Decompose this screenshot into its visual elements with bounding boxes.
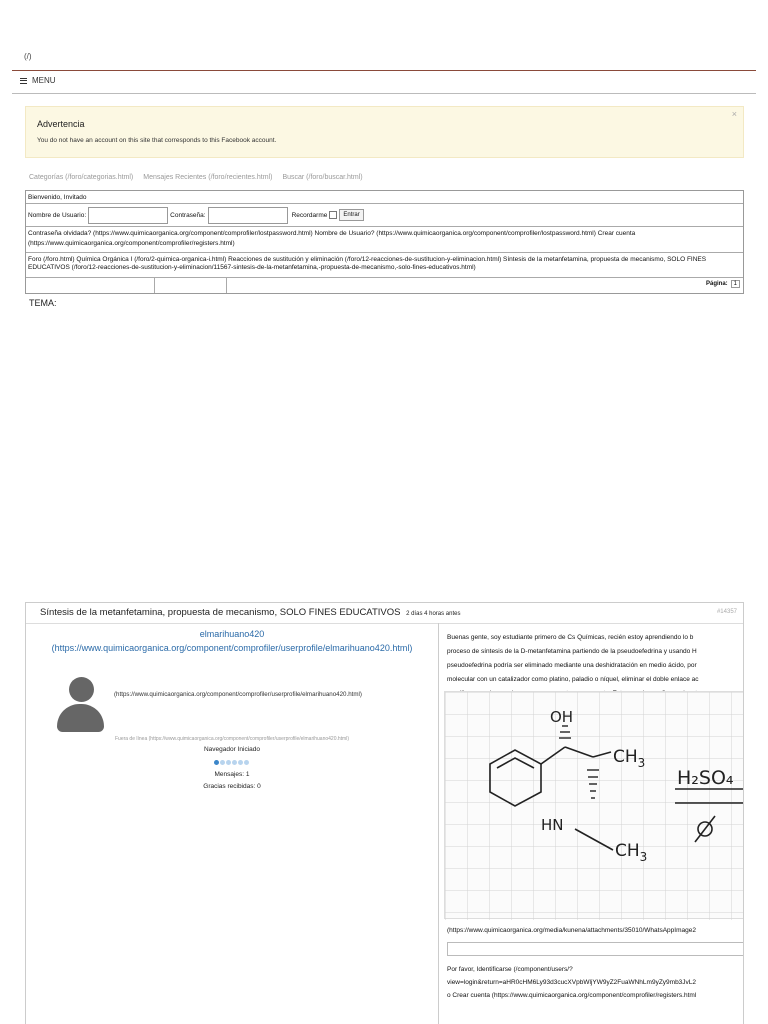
page-label: Página:	[705, 281, 728, 287]
divider	[26, 252, 743, 253]
offline-status[interactable]: Fuera de línea (https://www.quimicaorganica.org/component/comprofiler/userprofile/elmarihuano420.html)	[114, 736, 349, 742]
menu-divider	[12, 93, 756, 94]
login-button[interactable]: Entrar	[339, 209, 363, 221]
breadcrumb[interactable]: Foro (/foro.html) Química Orgánica I (/foro/2-quimica-organica-i.html) Reacciones de sustitución y eliminación (/foro/12-reacciones-de-sustitucion-y-eliminacion.html) Síntesis de la metanfetamina, propuesta de mecanismo, SOLO FINES EDUCATIVOS (/foro/12-reacciones-de-sustitucion-y-eliminacion/11567-sintesis-de-la-metanfetamina,-propuesta-de-mecanismo,-solo-fines-educativos.html)	[28, 256, 707, 271]
post-message: Buenas gente, soy estudiante primero de Cs Químicas, recién estoy aprendiendo lo b proceso de síntesis de la D-metanfetamina partiendo de la pseudoefedrina y usando H pseudoefedrina podría ser eliminado mediante una deshidratación en medio ácido, por molecular con un catalizador como platino, paladio o níquel, eliminar el doble enlace ac	[447, 634, 699, 683]
user-icon	[69, 677, 94, 702]
post	[25, 602, 744, 1024]
alert-message: You do not have an account on this site that corresponds to this Facebook account.	[37, 137, 277, 144]
reply-input[interactable]	[447, 942, 744, 956]
account-help-links[interactable]: Contraseña olvidada? (https://www.quimicaorganica.org/component/comprofiler/lostpassword.html) Nombre de Usuario? (https://www.quimicaorganica.org/component/comprofiler/lostpassword.html) Crear cuenta (https://www.quimicaorganica.org/component/comprofiler/registers.html)	[28, 230, 636, 247]
post-time: 2 días 4 horas antes	[406, 611, 461, 617]
message-count: Mensajes: 1	[214, 771, 250, 778]
login-form	[28, 205, 364, 225]
reagent-label: H₂SO₄	[677, 767, 734, 789]
ch3-top-label: $CH_3$	[613, 747, 646, 770]
post-title[interactable]: Síntesis de la metanfetamina, propuesta de mecanismo, SOLO FINES EDUCATIVOS	[40, 607, 401, 618]
post-body	[444, 623, 744, 1024]
ch3-bottom-label: $CH_3$	[615, 841, 648, 864]
home-link[interactable]: (/)	[24, 52, 32, 61]
author-name[interactable]: elmarihuano420	[199, 629, 265, 639]
topic-label: TEMA:	[29, 298, 57, 308]
user-rank: Navegador Iniciado	[203, 746, 260, 753]
page-number[interactable]: 1	[731, 280, 740, 288]
attachment-link[interactable]: (https://www.quimicaorganica.org/media/kunena/attachments/35010/WhatsAppImage2	[447, 927, 696, 934]
rank-dots	[214, 760, 249, 765]
post-id[interactable]: #14357	[716, 609, 737, 615]
author-profile-link[interactable]: (https://www.quimicaorganica.org/component/comprofiler/userprofile/elmarihuano420.html)	[51, 643, 413, 653]
author-panel	[26, 623, 439, 1024]
login-hint[interactable]: Por favor, Identificarse (/component/users/? view=login&return=aHR0cHM6Ly93d3cucXVpbWljYW9yZ2FuaWNhLm9yZy9mb3JvL2 o Crear cuenta (https://www.quimicaorganica.org/component/comprofiler/registers.html	[447, 966, 697, 999]
menu-label: MENU	[32, 76, 56, 85]
password-input[interactable]	[208, 207, 288, 224]
divider	[26, 226, 743, 227]
password-label: Contraseña:	[170, 211, 206, 219]
avatar-link[interactable]: (https://www.quimicaorganica.org/component/comprofiler/userprofile/elmarihuano420.html)	[114, 691, 362, 698]
post-header	[40, 607, 460, 618]
categories-link[interactable]: Categorías (/foro/categorias.html)	[29, 174, 134, 181]
warning-alert	[25, 106, 744, 158]
pagination-row	[26, 278, 743, 293]
forum-top-links	[29, 174, 363, 181]
avatar[interactable]	[56, 677, 106, 733]
login-box	[25, 190, 744, 294]
alert-title: Advertencia	[37, 119, 85, 129]
hn-label: HN	[541, 816, 564, 834]
oh-label: OH	[550, 708, 574, 726]
thanks-count: Gracias recibidas: 0	[203, 783, 261, 790]
welcome-text: Bienvenido, Invitado	[28, 194, 87, 201]
remember-checkbox[interactable]	[329, 211, 337, 219]
menu-button[interactable]	[20, 76, 56, 85]
divider	[26, 203, 743, 204]
search-link[interactable]: Buscar (/foro/buscar.html)	[282, 174, 363, 181]
hamburger-icon	[20, 76, 27, 85]
recent-messages-link[interactable]: Mensajes Recientes (/foro/recientes.html)	[143, 174, 273, 181]
close-icon[interactable]: ×	[731, 109, 737, 119]
empty-cell	[154, 278, 227, 293]
molecule-drawing	[445, 692, 744, 920]
username-label: Nombre de Usuario:	[28, 211, 87, 219]
empty-cell	[26, 278, 155, 293]
pagination	[706, 280, 740, 288]
attachment-image[interactable]	[444, 691, 744, 919]
remember-label: Recordarme	[291, 211, 328, 219]
header-divider	[12, 70, 756, 71]
username-input[interactable]	[88, 207, 168, 224]
